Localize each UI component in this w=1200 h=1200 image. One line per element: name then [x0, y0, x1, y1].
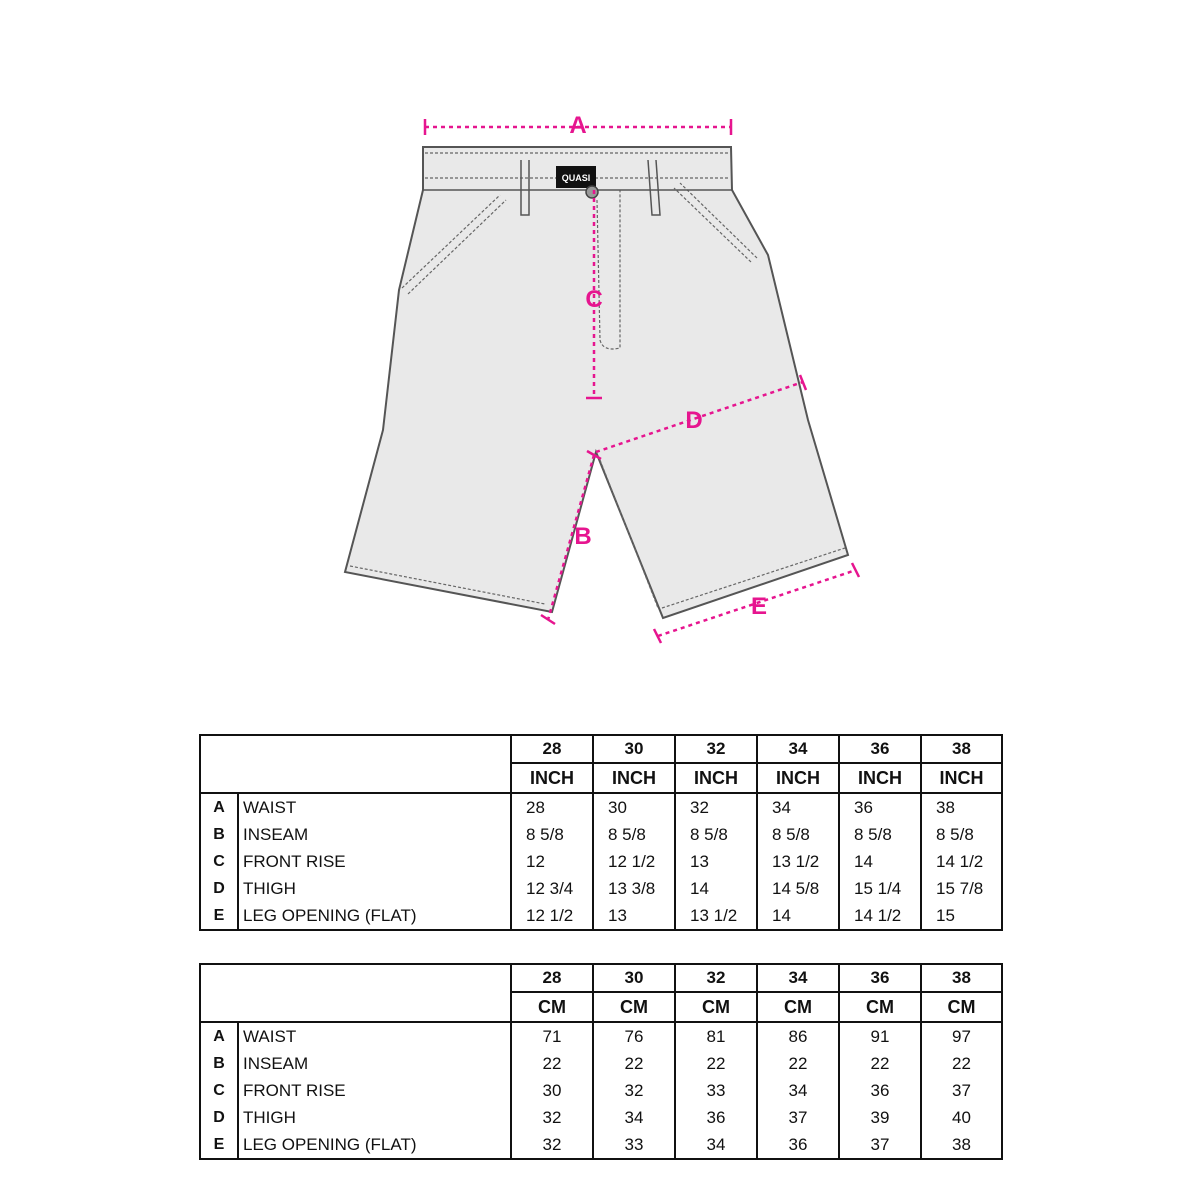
size-32: 32	[675, 735, 757, 763]
table-cell: 22	[511, 1050, 593, 1077]
size-table-cm	[199, 963, 1003, 1160]
table-cell: 12	[511, 848, 593, 875]
table-cell: 76	[593, 1022, 675, 1050]
row-label: LEG OPENING (FLAT)	[238, 1131, 511, 1159]
row-label: FRONT RISE	[238, 1077, 511, 1104]
table-cell: 71	[511, 1022, 593, 1050]
button-icon	[586, 186, 598, 198]
row-label: THIGH	[238, 875, 511, 902]
table-cell: 39	[839, 1104, 921, 1131]
size-28: 28	[511, 964, 593, 992]
table-cell: 15 7/8	[921, 875, 1002, 902]
row-letter: B	[200, 1050, 238, 1077]
unit-label: CM	[839, 992, 921, 1022]
table-cell: 8 5/8	[757, 821, 839, 848]
table-cell: 34	[757, 793, 839, 821]
row-label: LEG OPENING (FLAT)	[238, 902, 511, 930]
table-cell: 8 5/8	[921, 821, 1002, 848]
shorts-illustration	[345, 147, 848, 618]
row-label: WAIST	[238, 793, 511, 821]
size-34: 34	[757, 964, 839, 992]
header-blank	[200, 735, 511, 793]
row-letter: C	[200, 848, 238, 875]
unit-label: INCH	[511, 763, 593, 793]
unit-label: CM	[757, 992, 839, 1022]
size-38: 38	[921, 735, 1002, 763]
table-cell: 38	[921, 793, 1002, 821]
size-38: 38	[921, 964, 1002, 992]
table-cell: 8 5/8	[839, 821, 921, 848]
size-30: 30	[593, 964, 675, 992]
row-label: INSEAM	[238, 821, 511, 848]
table-cell: 22	[921, 1050, 1002, 1077]
table-row	[200, 821, 1002, 848]
unit-label: INCH	[921, 763, 1002, 793]
table-cell: 37	[921, 1077, 1002, 1104]
unit-label: CM	[593, 992, 675, 1022]
table-cell: 22	[593, 1050, 675, 1077]
size-34: 34	[757, 735, 839, 763]
table-cell: 13 1/2	[757, 848, 839, 875]
table-cell: 22	[757, 1050, 839, 1077]
table-row	[200, 1077, 1002, 1104]
row-letter: E	[200, 902, 238, 930]
table-cell: 13 1/2	[675, 902, 757, 930]
brand-tag-text: QUASI	[561, 173, 591, 183]
unit-label: INCH	[675, 763, 757, 793]
table-cell: 12 3/4	[511, 875, 593, 902]
table-row	[200, 875, 1002, 902]
size-30: 30	[593, 735, 675, 763]
table-cell: 36	[757, 1131, 839, 1159]
row-label: THIGH	[238, 1104, 511, 1131]
table-cell: 32	[593, 1077, 675, 1104]
row-letter: B	[200, 821, 238, 848]
table-cell: 14	[757, 902, 839, 930]
table-cell: 14 5/8	[757, 875, 839, 902]
table-cell: 32	[675, 793, 757, 821]
row-letter: A	[200, 793, 238, 821]
table-cell: 15	[921, 902, 1002, 930]
size-32: 32	[675, 964, 757, 992]
table-row	[200, 848, 1002, 875]
row-letter: D	[200, 875, 238, 902]
table-cell: 36	[839, 793, 921, 821]
table-row	[200, 1050, 1002, 1077]
table-cell: 13 3/8	[593, 875, 675, 902]
table-cell: 22	[839, 1050, 921, 1077]
row-letter: C	[200, 1077, 238, 1104]
label-a: A	[569, 112, 587, 139]
row-letter: D	[200, 1104, 238, 1131]
table-cell: 8 5/8	[593, 821, 675, 848]
size-36: 36	[839, 964, 921, 992]
table-cell: 34	[757, 1077, 839, 1104]
label-e: E	[750, 593, 768, 620]
table-cell: 8 5/8	[511, 821, 593, 848]
size-header-row	[200, 964, 1002, 992]
table-cell: 32	[511, 1131, 593, 1159]
table-cell: 34	[593, 1104, 675, 1131]
table-cell: 33	[675, 1077, 757, 1104]
table-cell: 40	[921, 1104, 1002, 1131]
table-cell: 97	[921, 1022, 1002, 1050]
unit-label: CM	[675, 992, 757, 1022]
unit-label: INCH	[839, 763, 921, 793]
table-cell: 12 1/2	[593, 848, 675, 875]
unit-label: INCH	[593, 763, 675, 793]
size-table-inch	[199, 734, 1003, 931]
row-letter: E	[200, 1131, 238, 1159]
table-cell: 86	[757, 1022, 839, 1050]
table-cell: 8 5/8	[675, 821, 757, 848]
table-cell: 14	[839, 848, 921, 875]
table-row	[200, 793, 1002, 821]
table-cell: 13	[675, 848, 757, 875]
table-cell: 37	[839, 1131, 921, 1159]
table-cell: 37	[757, 1104, 839, 1131]
table-row	[200, 1131, 1002, 1159]
table-cell: 22	[675, 1050, 757, 1077]
row-label: FRONT RISE	[238, 848, 511, 875]
table-cell: 34	[675, 1131, 757, 1159]
table-cell: 32	[511, 1104, 593, 1131]
label-c: C	[585, 286, 603, 313]
table-cell: 12 1/2	[511, 902, 593, 930]
unit-label: CM	[921, 992, 1002, 1022]
table-cell: 30	[593, 793, 675, 821]
row-label: INSEAM	[238, 1050, 511, 1077]
label-b: B	[574, 523, 592, 550]
size-header-row	[200, 735, 1002, 763]
table-cell: 15 1/4	[839, 875, 921, 902]
table-cell: 14 1/2	[921, 848, 1002, 875]
table-cell: 91	[839, 1022, 921, 1050]
table-cell: 14	[675, 875, 757, 902]
size-36: 36	[839, 735, 921, 763]
table-cell: 38	[921, 1131, 1002, 1159]
row-label: WAIST	[238, 1022, 511, 1050]
table-cell: 36	[675, 1104, 757, 1131]
label-d: D	[685, 407, 703, 434]
header-blank	[200, 964, 511, 1022]
table-cell: 14 1/2	[839, 902, 921, 930]
table-cell: 33	[593, 1131, 675, 1159]
table-cell: 30	[511, 1077, 593, 1104]
size-28: 28	[511, 735, 593, 763]
table-cell: 13	[593, 902, 675, 930]
table-cell: 36	[839, 1077, 921, 1104]
row-letter: A	[200, 1022, 238, 1050]
table-row	[200, 1104, 1002, 1131]
unit-label: INCH	[757, 763, 839, 793]
table-row	[200, 902, 1002, 930]
table-cell: 81	[675, 1022, 757, 1050]
unit-label: CM	[511, 992, 593, 1022]
table-row	[200, 1022, 1002, 1050]
table-cell: 28	[511, 793, 593, 821]
